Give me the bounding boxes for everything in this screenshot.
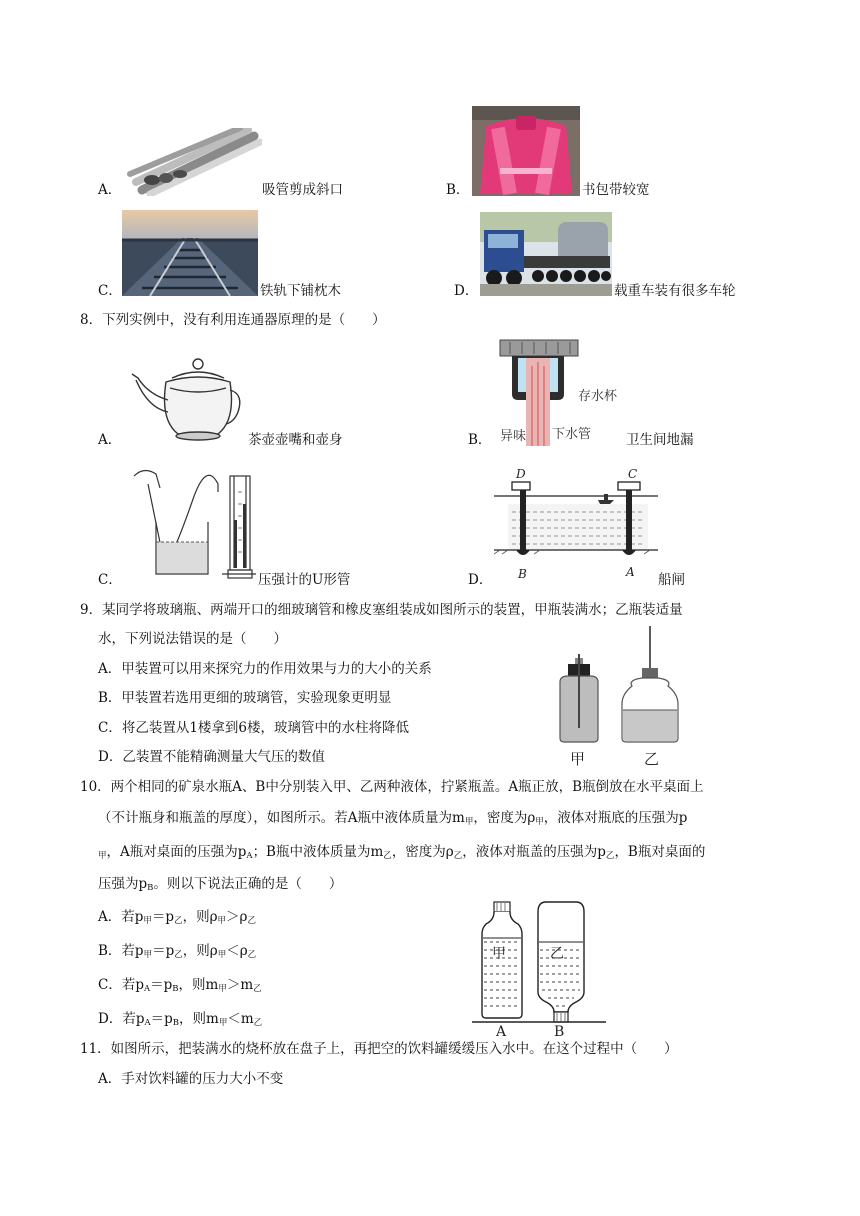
fig-label: D — [516, 467, 526, 481]
option-letter: A． — [98, 182, 122, 198]
option-d: D．乙装置不能精确测量大气压的数值 — [98, 749, 325, 765]
question-stem: 9．某同学将玻璃瓶、两端开口的细玻璃管和橡皮塞组装成如图所示的装置，甲瓶装满水；乙瓶装适量 — [80, 602, 683, 618]
backpack-photo — [472, 106, 580, 196]
question-stem: 8．下列实例中，没有利用连通器原理的是（ ） — [80, 312, 386, 328]
option-caption: 茶壶壶嘴和壶身 — [248, 432, 343, 448]
question-stem-cont: 压强为$p_B$。则以下说法正确的是（ ） — [98, 876, 343, 893]
option-letter: C． — [98, 283, 122, 299]
heavy-truck-photo — [480, 212, 612, 296]
u-tube-manometer-figure — [126, 462, 256, 586]
option-caption: 压强计的U形管 — [258, 572, 351, 588]
option-d: D．若$p_A=p_B$，则$m_甲<m_乙$ — [98, 1011, 263, 1028]
fig-label: 下水管 — [552, 427, 592, 442]
option-caption: 铁轨下铺枕木 — [260, 283, 341, 299]
option-letter: B． — [446, 182, 470, 198]
option-a: A．甲装置可以用来探究力的作用效果与力的大小的关系 — [98, 661, 432, 677]
fig-label: 异味 — [500, 429, 527, 444]
option-letter: B． — [468, 432, 492, 448]
option-letter: C． — [98, 572, 122, 588]
option-c: C．若$p_A=p_B$，则$m_甲>m_乙$ — [98, 977, 262, 994]
option-caption: 船闸 — [658, 572, 685, 588]
fig-label: A — [626, 565, 635, 579]
option-a: A．若$p_甲=p_乙$，则$\rho_甲>\rho_乙$ — [98, 909, 256, 926]
option-letter: D． — [454, 283, 479, 299]
question-stem: 10．两个相同的矿泉水瓶A、B中分别装入甲、乙两种液体，拧紧瓶盖。A瓶正放，B瓶倒放在水平桌面上 — [80, 779, 704, 795]
teapot-figure — [126, 350, 244, 444]
option-letter: D． — [468, 572, 493, 588]
option-b: B．甲装置若选用更细的玻璃管，实验现象更明显 — [98, 690, 392, 706]
question-stem-cont: $_甲$，A瓶对桌面的压强为$p_A$；B瓶中液体质量为$m_乙$，密度为$\rho_乙$，液体对瓶盖的压强为$p_乙$，B瓶对桌面的 — [98, 844, 706, 861]
floor-drain-figure — [496, 336, 628, 448]
ship-lock-figure — [494, 466, 658, 586]
option-a: A．手对饮料罐的压力大小不变 — [98, 1071, 284, 1087]
question-stem-cont: 水，下列说法错误的是（ ） — [98, 631, 287, 647]
straw-photo — [122, 128, 262, 196]
bottle-apparatus-figure — [552, 624, 684, 768]
question-stem: 11．如图所示，把装满水的烧杯放在盘子上，再把空的饮料罐缓缓压入水中。在这个过程中（ ） — [80, 1041, 678, 1057]
option-letter: A． — [98, 432, 122, 448]
fig-label: C — [628, 467, 638, 481]
question-stem-cont: （不计瓶身和瓶盖的厚度），如图所示。若A瓶中液体质量为$m_甲$，密度为$\rho_甲$，液体对瓶底的压强为p — [98, 810, 688, 827]
two-bottles-figure — [470, 898, 608, 1038]
fig-label: 甲 — [492, 946, 506, 962]
fig-label: 存水杯 — [578, 389, 618, 404]
option-caption: 书包带较宽 — [582, 182, 650, 198]
fig-label: A — [496, 1024, 507, 1038]
railway-photo — [122, 210, 258, 296]
fig-label: 乙 — [550, 946, 564, 962]
option-caption: 卫生间地漏 — [626, 432, 694, 448]
option-c: C．将乙装置从1楼拿到6楼，玻璃管中的水柱将降低 — [98, 720, 410, 736]
fig-label: B — [554, 1024, 565, 1038]
fig-label: B — [518, 567, 527, 581]
fig-label: 甲 — [570, 750, 586, 768]
fig-label: 乙 — [644, 750, 660, 768]
option-caption: 载重车装有很多车轮 — [614, 283, 736, 299]
option-caption: 吸管剪成斜口 — [262, 182, 343, 198]
option-b: B．若$p_甲=p_乙$，则$\rho_甲<\rho_乙$ — [98, 943, 257, 960]
